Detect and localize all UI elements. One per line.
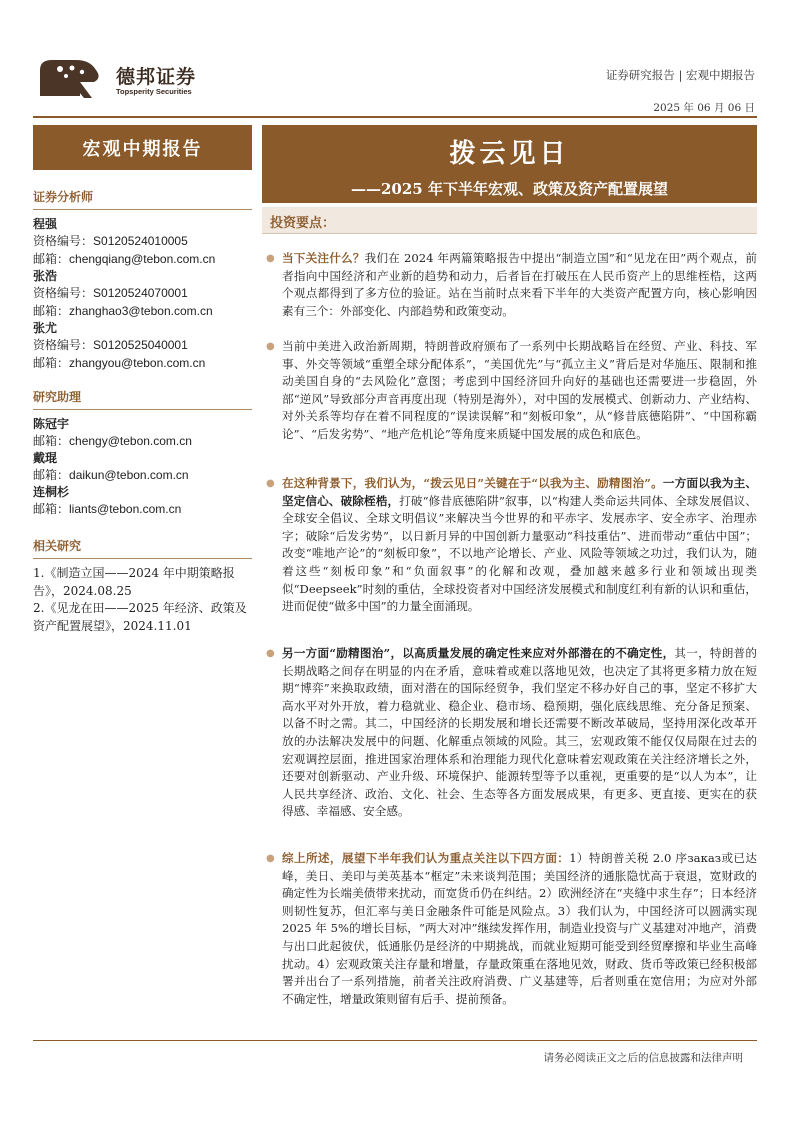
analyst-email[interactable]: zhangyou@tebon.com.cn [69,356,206,370]
paragraph-body: 1）特朗普关税 2.0 序заказ或已达峰，美日、美印与美英基本“框定”未来谈判范围；美国经济的通胀隐忧高于衰退，宽财政的确定性为长端美债带来扰动，而宽货币仍在纠结。2）欧洲经济在“夹缝中求生存”；日本经济则韧性复苏，但汇率与美日金融条件可能是风险点。3）我们认为，中国经济可以圆满实现 2025 年 5%的增长目标，“两大对冲”继续发挥作用，制造业投资与广义基建对冲地产，消费与出口此起彼伏，低通胀仍是经济的中期挑战，而就业短期可能受到经贸摩擦和毕业生高峰扰动。4）宏观政策关注存量和增量，存量政策重在落地见效，财政、货币等政策已经积极部署并出台了一系列措施，前者关注政府消费、广义基建等，后者则重在宽信用；为应对外部不确定性，增量政策则留有后手、提前预备。 [282,851,757,1006]
analyst-email[interactable]: chengqiang@tebon.com.cn [69,252,216,266]
key-point-paragraph [262,645,757,821]
report-type-banner: 宏观中期报告 [33,125,252,170]
logo-icon [36,56,106,102]
page-subtitle: ——2025 年下半年宏观、政策及资产配置展望 [351,180,668,198]
assistants-section [33,388,252,518]
paragraph-body: 我们在 2024 年两篇策略报告中提出“制造立国”和“见龙在田”两个观点，前者指向中国经济和产业新的趋势和动力，后者旨在打破压在人民币资产上的思维桎梏，这两个观点都得到了多方位的验证。站在当前时点来看下半年的大类资产配置方向，核心影响因素有三个：外部变化、内部趋势和政策变动。 [282,251,757,318]
analyst-name: 张浩 [33,269,58,283]
key-points-header [262,207,757,234]
title-banner [262,125,757,203]
bullet-icon: ● [266,478,275,489]
analyst-name: 程强 [33,217,58,231]
key-point-paragraph [262,850,757,1008]
paragraph-body: 其一，特朗普的长期战略之间存在明显的内在矛盾，意味着或难以落地见效，也决定了其将更多精力放在短期“博弈”来换取政绩，面对潜在的国际经贸争，我们坚定不移办好自己的事，坚定不移扩大高水平对外开放，着力稳就业、稳企业、稳市场、稳预期，强化底线思维、充分备足预案、以备不时之需。其二，中国经济的长期发展和增长还需要不断改革破局，坚持用深化改革开放的办法解决发展中的问题、化解重点领域的风险。其三，宏观政策不能仅仅局限在过去的宏观调控层面，推进国家治理体系和治理能力现代化意味着宏观政策在关注经济增长之外，还要对创新驱动、产业升级、环境保护、能源转型等予以重视，更重要的是“以人为本”，让人民共享经济、政治、文化、社会、生态等各方面发展成果，有更多、更直接、更实在的获得感、幸福感、安全感。 [282,646,757,819]
assistant-email[interactable]: chengy@tebon.com.cn [69,434,192,448]
footer-divider [33,1040,757,1041]
paragraph-bold: 一方面以我为主、坚定信心、破除桎梏， [282,476,757,508]
paragraph-lead: 在这种背景下，我们认为，“拨云见日”关键在于“以我为主、励精图治”。 [282,476,663,490]
assistant-name: 陈冠宇 [33,417,70,431]
report-category: 证券研究报告 | 宏观中期报告 [605,68,755,82]
page-title: 拨云见日 [449,139,570,169]
related-item[interactable]: 2.《见龙在田——2025 年经济、政策及资产配置展望》，2024.11.01 [33,601,247,633]
brand-name: 德邦证券 [116,66,197,88]
paragraph-body: 打破“修昔底德陷阱”叙事，以“构建人类命运共同体、全球发展倡议、全球安全倡议、全球文明倡议”来解决当今世界的和平赤字、发展赤字、安全赤字、治理赤字；破除“后发劣势”，以日新月异的中国创新力量驱动“科技重估”、进而带动“重估中国”；改变“唯地产论”的“刻板印象”，不以地产论增长、产业、风险等领域之功过，我们认为，随着这些“刻板印象”和“负面叙事”的化解和改观，叠加越来越多行业和领域出现类似“Deepseek”时刻的重估，全球投资者对中国经济发展模式和制度红利有新的认识和重估，进而促使“做多中国”的力量全面涌现。 [282,493,757,614]
analyst-cert: S0120524010005 [93,234,188,248]
analyst-entry [33,320,252,372]
header-divider [33,116,757,118]
bullet-icon: ● [266,648,275,659]
analyst-entry [33,268,252,320]
analysts-label: 证券分析师 [33,188,252,210]
email-label: 邮箱： [33,434,70,448]
assistant-name: 戴琨 [33,451,58,465]
assistant-entry [33,484,252,518]
footer-disclaimer: 请务必阅读正文之后的信息披露和法律声明 [543,1052,743,1064]
paragraph-lead: 当下关注什么？ [282,251,365,265]
bullet-icon: ● [266,853,275,864]
assistant-email[interactable]: liants@tebon.com.cn [69,502,182,516]
analyst-entry [33,216,252,268]
report-date: 2025 年 06 月 06 日 [653,102,755,114]
related-research-section [33,537,252,635]
assistants-label: 研究助理 [33,388,252,410]
analyst-cert: S0120525040001 [93,338,188,352]
related-label: 相关研究 [33,537,252,559]
key-point-paragraph [262,250,757,320]
assistant-entry [33,450,252,484]
analyst-name: 张尤 [33,321,58,335]
key-point-paragraph [262,475,757,616]
email-label: 邮箱： [33,468,70,482]
brand-english: Topsperity Securities [116,87,192,96]
analyst-cert: S0120524070001 [93,286,188,300]
assistant-email[interactable]: daikun@tebon.com.cn [69,468,189,482]
email-label: 邮箱： [33,356,70,370]
email-label: 邮箱： [33,502,70,516]
paragraph-lead: 综上所述，展望下半年我们认为重点关注以下四方面： [282,851,570,865]
email-label: 邮箱： [33,304,70,318]
key-point-paragraph [262,338,757,444]
analyst-email[interactable]: zhanghao3@tebon.com.cn [69,304,213,318]
paragraph-bold: 另一方面“励精图治”，以高质量发展的确定性来应对外部潜在的不确定性， [282,646,675,660]
paragraph-body: 当前中美进入政治新周期，特朗普政府颁布了一系列中长期战略旨在经贸、产业、科技、军事、外交等领域“重塑全球分配体系”，“美国优先”与“孤立主义”背后是对华施压、限制和推动美国自身的“去风险化”意图；考虑到中国经济回升向好的基础也还需要进一步稳固，外部“逆风”导致部分声音再度出现（特别是海外），对中国的发展模式、创新动力、产业结构、对外关系等均存在着不同程度的“误读误解”和“刻板印象”，从“修昔底德陷阱”、“中国称霸论”、“后发劣势”、“地产危机论”等角度来质疑中国发展的成色和底色。 [282,339,757,441]
related-item[interactable]: 1.《制造立国——2024 年中期策略报告》，2024.08.25 [33,566,235,598]
cert-label: 资格编号： [33,286,94,300]
bullet-icon: ● [266,253,275,264]
cert-label: 资格编号： [33,234,94,248]
key-points-label: 投资要点： [270,216,336,231]
bullet-icon: ● [266,341,275,352]
analysts-section [33,188,252,372]
cert-label: 资格编号： [33,338,94,352]
assistant-entry [33,416,252,450]
email-label: 邮箱： [33,252,70,266]
assistant-name: 连桐杉 [33,485,70,499]
